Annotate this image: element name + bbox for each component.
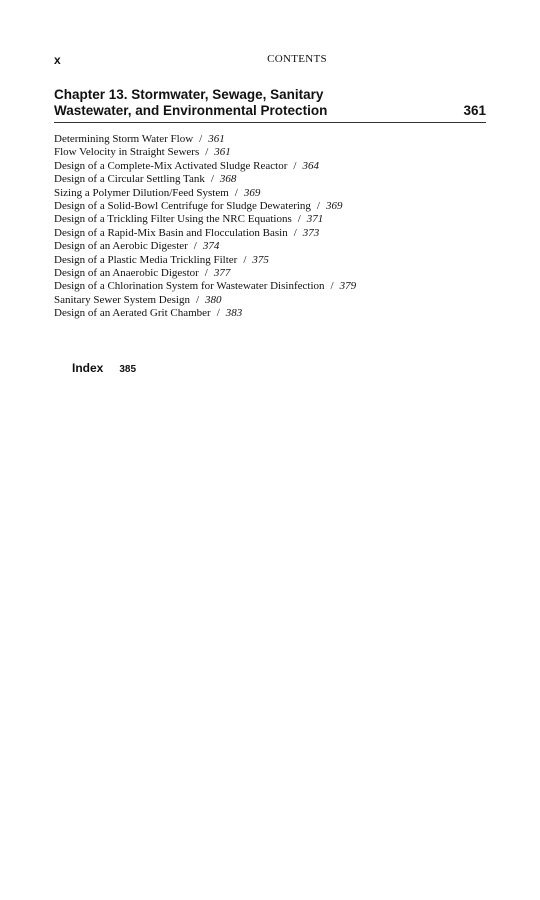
toc-entry[interactable] bbox=[54, 280, 356, 293]
toc-entry-title: Sanitary Sewer System Design bbox=[54, 293, 190, 306]
toc-entry-title: Determining Storm Water Flow bbox=[54, 133, 194, 145]
index-entry[interactable] bbox=[72, 359, 136, 377]
toc-entry-title: Design of a Rapid-Mix Basin and Flocculation Basin bbox=[54, 226, 288, 239]
chapter-heading bbox=[54, 87, 486, 119]
toc-entry-page: 368 bbox=[219, 173, 237, 186]
toc-entry[interactable] bbox=[54, 267, 356, 280]
toc-entry-title: Design of an Aerobic Digester bbox=[54, 240, 188, 253]
toc-entry-title: Sizing a Polymer Dilution/Feed System bbox=[54, 186, 229, 199]
toc-entry-page: 361 bbox=[214, 146, 231, 159]
chapter-title-line2: Wastewater, and Environmental Protection bbox=[54, 103, 328, 118]
toc-entry-title: Design of a Chlorination System for Wastewater Disinfection bbox=[54, 280, 325, 293]
running-head: CONTENTS bbox=[267, 53, 327, 65]
toc-entry-page: 369 bbox=[243, 186, 261, 199]
toc-entry-list bbox=[54, 133, 356, 321]
toc-separator: / bbox=[199, 133, 203, 145]
toc-entry[interactable] bbox=[54, 213, 356, 226]
toc-separator: / bbox=[210, 173, 214, 186]
toc-separator: / bbox=[195, 293, 200, 306]
toc-separator: / bbox=[204, 267, 208, 280]
toc-separator: / bbox=[193, 240, 197, 253]
toc-separator: / bbox=[293, 159, 297, 172]
toc-entry-page: 379 bbox=[339, 280, 357, 293]
chapter-rule bbox=[54, 122, 486, 123]
toc-entry[interactable] bbox=[54, 200, 356, 213]
toc-entry-title: Design of a Plastic Media Trickling Filter bbox=[54, 253, 238, 266]
toc-entry[interactable] bbox=[54, 187, 356, 200]
toc-entry-page: 369 bbox=[325, 200, 343, 213]
toc-entry-page: 377 bbox=[213, 267, 231, 280]
toc-separator: / bbox=[297, 213, 301, 226]
toc-entry-title: Design of a Solid-Bowl Centrifuge for Sludge Dewatering bbox=[54, 200, 311, 213]
toc-entry[interactable] bbox=[54, 240, 356, 253]
toc-entry-title: Flow Velocity in Straight Sewers bbox=[54, 146, 200, 159]
index-label: Index bbox=[72, 361, 104, 375]
toc-separator: / bbox=[330, 280, 334, 293]
chapter-title-line1: Chapter 13. Stormwater, Sewage, Sanitary bbox=[54, 87, 324, 102]
toc-entry[interactable] bbox=[54, 160, 356, 173]
toc-entry-page: 361 bbox=[208, 133, 225, 145]
toc-entry-title: Design of an Anaerobic Digestor bbox=[54, 267, 199, 280]
chapter-page-number: 361 bbox=[463, 103, 486, 118]
toc-entry[interactable] bbox=[54, 307, 356, 320]
toc-entry-title: Design of an Aerated Grit Chamber bbox=[54, 307, 211, 320]
toc-entry[interactable] bbox=[54, 173, 356, 186]
toc-entry[interactable] bbox=[54, 294, 356, 307]
toc-entry-title: Design of a Complete-Mix Activated Sludge Reactor bbox=[54, 159, 288, 172]
toc-separator: / bbox=[243, 253, 247, 266]
toc-separator: / bbox=[234, 186, 238, 199]
toc-separator: / bbox=[216, 307, 220, 320]
toc-entry-page: 371 bbox=[306, 213, 324, 226]
toc-separator: / bbox=[316, 200, 320, 213]
toc-entry-page: 374 bbox=[202, 240, 220, 253]
toc-entry-title: Design of a Trickling Filter Using the NRC Equations bbox=[54, 213, 292, 226]
toc-entry[interactable] bbox=[54, 254, 356, 267]
page-number: x bbox=[54, 53, 61, 67]
toc-entry-page: 383 bbox=[225, 307, 243, 320]
toc-entry[interactable] bbox=[54, 146, 356, 159]
toc-separator: / bbox=[293, 226, 297, 239]
toc-entry-page: 373 bbox=[302, 226, 320, 239]
toc-entry[interactable] bbox=[54, 133, 356, 146]
toc-separator: / bbox=[205, 146, 209, 159]
toc-entry-page: 375 bbox=[252, 253, 269, 266]
toc-entry-title: Design of a Circular Settling Tank bbox=[54, 173, 205, 186]
toc-entry[interactable] bbox=[54, 227, 356, 240]
toc-entry-page: 380 bbox=[205, 293, 222, 306]
index-page-number: 385 bbox=[119, 364, 137, 375]
toc-entry-page: 364 bbox=[302, 159, 319, 172]
